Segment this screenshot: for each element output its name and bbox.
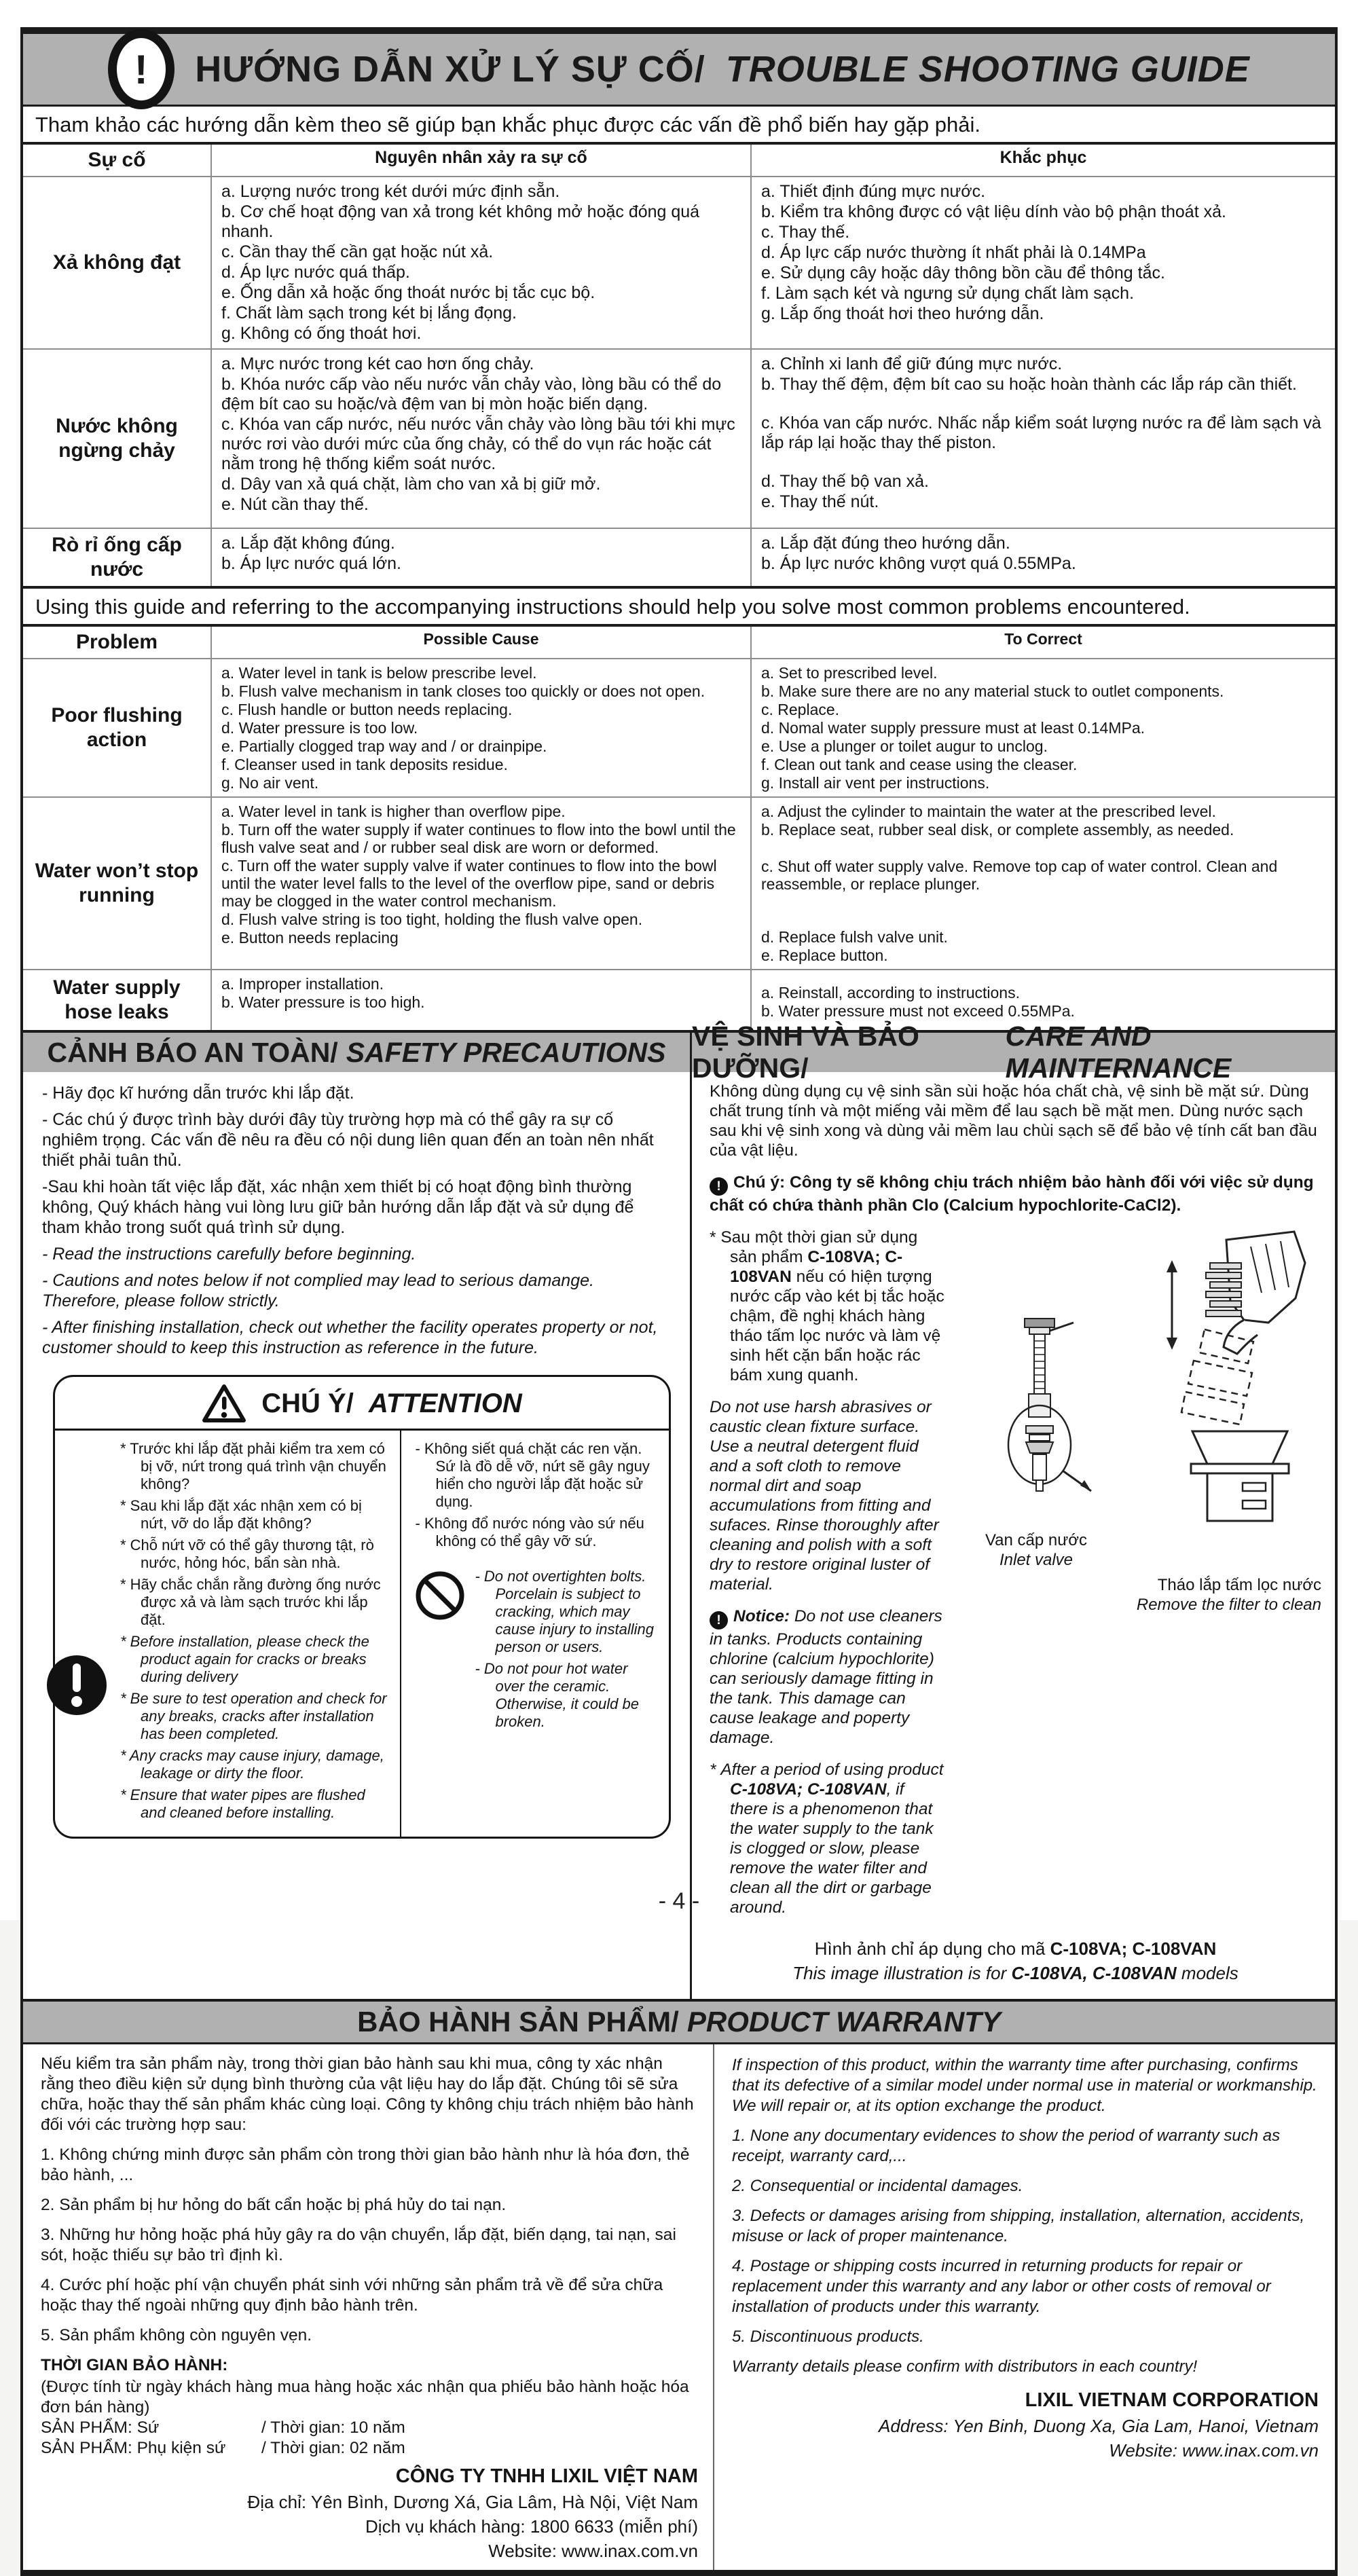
correction-line: d. Thay thế bộ van xả. xyxy=(761,472,929,491)
en-corrections-1 xyxy=(752,659,1335,796)
attention-item: * Hãy chắc chắn rằng đường ống nước được xả và làm sạch trước khi lắp đặt. xyxy=(120,1576,381,1628)
care-note-vn xyxy=(710,1173,1321,1215)
care-notice-en xyxy=(710,1606,946,1748)
correction-line: c. Shut off water supply valve. Remove top cap of water control. Clean and reassemble, or replace plunger. xyxy=(761,858,1278,893)
warranty-title-en: PRODUCT WARRANTY xyxy=(686,2006,1001,2038)
attention-item: - Không đổ nước nóng vào sứ nếu không có thể gây vỡ sứ. xyxy=(415,1515,644,1549)
en-col-cause: Possible Cause xyxy=(212,627,752,658)
care-note-vn-text: Chú ý: Công ty sẽ không chịu trách nhiệm bảo hành đối với việc sử dụng chất có chứa thành phần Clo (Calcium hypochlorite-CaCl2). xyxy=(710,1173,1314,1215)
warranty-product-line xyxy=(41,2438,698,2459)
care-star-vn-model: C-108VA; C-108VAN xyxy=(730,1248,903,1286)
cause-line: a. Lượng nước trong két dưới mức định sẵn. xyxy=(221,182,560,201)
care-text-column xyxy=(710,1228,946,1930)
vn-corrections-1 xyxy=(752,177,1335,348)
safety-column xyxy=(23,1033,690,1999)
product-duration: / Thời gian: 02 năm xyxy=(261,2439,405,2457)
attention-body xyxy=(55,1431,669,1837)
attention-item: - Do not pour hot water over the ceramic. Otherwise, it could be broken. xyxy=(475,1660,639,1730)
warranty-item: 1. Không chứng minh được sản phẩm còn trong thời gian bảo hành như là hóa đơn, thẻ bảo hành, ... xyxy=(41,2146,690,2184)
en-table-header-row xyxy=(23,627,1335,658)
model-note-vn-models: C-108VA; C-108VAN xyxy=(1050,1938,1217,1959)
vn-causes-1 xyxy=(212,177,752,348)
en-causes-2 xyxy=(212,798,752,969)
en-corrections-2 xyxy=(752,798,1335,969)
notice-dot-icon: ! xyxy=(710,1177,728,1196)
table-row xyxy=(23,658,1335,796)
care-body xyxy=(692,1072,1335,1999)
warranty-vn-column xyxy=(23,2044,713,2570)
cause-line: d. Water pressure is too low. xyxy=(221,719,418,737)
prohibition-row xyxy=(415,1568,658,1735)
attention-item: - Không siết quá chặt các ren vặn. Sứ là đồ dễ vỡ, nứt sẽ gây nguy hiển cho người lắp đặt hoặc sử dụng. xyxy=(415,1440,650,1510)
correction-line: d. Áp lực cấp nước thường ít nhất phải là 0.14MPa xyxy=(761,243,1146,262)
cause-line: b. Khóa nước cấp vào nếu nước vẫn chảy vào, lòng bầu có thể do đệm bít cao su hoặc/và đệm van bị mòn hoặc biến dạng. xyxy=(221,375,722,413)
cause-line: b. Water pressure is too high. xyxy=(221,993,425,1011)
safety-item: - Cautions and notes below if not complied may lead to serious damange. Therefore, please follow strictly. xyxy=(42,1271,594,1310)
warranty-product-line xyxy=(41,2418,698,2438)
model-note-en-prefix: This image illustration is for xyxy=(792,1963,1012,1983)
safety-item: - Read the instructions carefully before beginning. xyxy=(42,1245,416,1264)
vn-problem-1: Xả không đạt xyxy=(23,177,212,348)
correction-line: g. Lắp ống thoát hơi theo hướng dẫn. xyxy=(761,304,1044,323)
correction-line: b. Replace seat, rubber seal disk, or complete assembly, as needed. xyxy=(761,821,1234,839)
care-star-vn: * Sau một thời gian sử dụng sản phẩm C-108VA; C-108VAN nếu có hiện tượng nước cấp vào két bị tắc hoặc chậm, đề nghị khách hàng tháo tấm lọc nước và làm vệ sinh hết cặn bẩn hoặc rác bám xung quanh. xyxy=(710,1228,944,1384)
cause-line: e. Ống dẫn xả hoặc ống thoát nước bị tắc cục bộ. xyxy=(221,283,595,302)
en-problem-2: Water won’t stop running xyxy=(23,798,212,969)
inlet-caption-vn: Van cấp nước xyxy=(985,1531,1088,1549)
correction-line: a. Reinstall, according to instructions. xyxy=(761,984,1020,1001)
vn-problem-3: Rò rỉ ống cấp nước xyxy=(23,529,212,586)
company-name: CÔNG TY TNHH LIXIL VIỆT NAM xyxy=(395,2465,698,2487)
care-title-en: CARE AND MAINTERNANCE xyxy=(1005,1020,1232,1084)
correction-line: b. Make sure there are no any material stuck to outlet components. xyxy=(761,682,1224,700)
warranty-en-intro: If inspection of this product, within the warranty time after purchasing, confirms that its defective of a similar model under normal use in material or workmanship. We will repair or, at its option exchange the product. xyxy=(732,2056,1317,2115)
safety-item: - Các chú ý được trình bày dưới đây tùy trường hợp mà có thể gây ra sự cố nghiêm trọng. Các vấn đề nêu ra đều có nội dung liên quan đến an toàn nên nhất thiết phải tuân thủ. xyxy=(42,1110,654,1170)
inlet-valve-caption xyxy=(951,1530,1121,1570)
vn-corrections-3 xyxy=(752,529,1335,586)
cause-line: a. Water level in tank is higher than overflow pipe. xyxy=(221,803,566,820)
attention-box xyxy=(53,1375,671,1839)
warranty-title-bar xyxy=(23,2002,1335,2042)
cause-line: e. Button needs replacing xyxy=(221,929,399,946)
product-duration: / Thời gian: 10 năm xyxy=(261,2418,405,2437)
attention-item: * Be sure to test operation and check for any breaks, cracks after installation has been completed. xyxy=(120,1690,387,1742)
cause-line: a. Improper installation. xyxy=(221,975,384,993)
en-causes-1 xyxy=(212,659,752,796)
notice-dot-icon: ! xyxy=(710,1611,728,1630)
correction-line: c. Replace. xyxy=(761,701,840,718)
prohibition-items xyxy=(475,1568,658,1735)
care-notice-text: Do not use cleaners in tanks. Products containing chlorine (calcium hypochlorite) can seriously damage fitting in the tank. This damage can cause leakage and poperty damage. xyxy=(710,1607,942,1747)
cause-line: a. Lắp đặt không đúng. xyxy=(221,534,395,553)
care-paragraph-vn: Không dùng dụng cụ vệ sinh sần sùi hoặc hóa chất chà, vệ sinh bề mặt sứ. Dùng chất trung tính và một miếng vải mềm để lau sạch bề mặt men. Dùng nước sạch sau khi vệ sinh xong và dùng vải mềm lau chùi sạch sẽ để bảo vệ tính cất ban đầu của vật liệu. xyxy=(710,1082,1317,1160)
vn-corrections-2 xyxy=(752,350,1335,528)
safety-item: - Hãy đọc kĩ hướng dẫn trước khi lắp đặt. xyxy=(42,1084,354,1103)
company-website: Website: www.inax.com.vn xyxy=(488,2541,698,2561)
vn-col-problem: Sự cố xyxy=(23,145,212,176)
cause-line: a. Water level in tank is below prescribe level. xyxy=(221,664,537,682)
warranty-item: 2. Consequential or incidental damages. xyxy=(732,2177,1023,2195)
filter-caption-vn: Tháo lắp tấm lọc nước xyxy=(1157,1576,1321,1594)
warranty-en-column xyxy=(713,2044,1335,2570)
intro-vn: Tham khảo các hướng dẫn kèm theo sẽ giúp bạn khắc phục được các vấn đề phổ biến hay gặp phải. xyxy=(23,105,1335,145)
warranty-item: 3. Defects or damages arising from shipping, installation, alternation, accidents, misuse or lack of proper maintenance. xyxy=(732,2207,1305,2245)
correction-line: f. Clean out tank and cease using the cleaser. xyxy=(761,756,1078,773)
care-star-en-prefix: After a period of using product xyxy=(720,1761,944,1779)
cause-line: b. Flush valve mechanism in tank closes too quickly or does not open. xyxy=(221,682,705,700)
cause-line: d. Dây van xả quá chặt, làm cho van xả bị giữ mở. xyxy=(221,475,601,494)
warranty-section xyxy=(23,1999,1335,2570)
warranty-columns xyxy=(23,2042,1335,2570)
correction-line: a. Lắp đặt đúng theo hướng dẫn. xyxy=(761,534,1010,553)
correction-line: e. Use a plunger or toilet augur to unclog. xyxy=(761,737,1048,755)
warranty-item: 5. Sản phẩm không còn nguyên vẹn. xyxy=(41,2326,312,2344)
care-star-vn-suffix: nếu có hiện tượng nước cấp vào két bị tắc hoặc chậm, đề nghị khách hàng tháo tấm lọc nước và làm vệ sinh hết cặn bẩn hoặc rác bám xung quanh. xyxy=(730,1268,944,1384)
en-problem-1: Poor flushing action xyxy=(23,659,212,796)
care-title-vn: VỆ SINH VÀ BẢO DƯỠNG/ xyxy=(692,1020,919,1084)
cause-line: c. Cần thay thế cần gạt hoặc nút xả. xyxy=(221,242,494,261)
cause-line: b. Cơ chế hoạt động van xả trong két không mở hoặc đóng quá nhanh. xyxy=(221,202,700,241)
warranty-item: 4. Postage or shipping costs incurred in returning products for repair or replacement under this warranty and any labor or other costs of removal or installation of products under this warranty. xyxy=(732,2257,1271,2316)
cause-line: g. No air vent. xyxy=(221,774,319,792)
correction-line: a. Set to prescribed level. xyxy=(761,664,938,682)
safety-care-section xyxy=(23,1020,1335,1999)
page-title-bar xyxy=(23,34,1335,105)
correction-line: a. Thiết định đúng mực nước. xyxy=(761,182,986,201)
vn-table-header-row xyxy=(23,145,1335,176)
correction-line: b. Water pressure must not exceed 0.55MPa. xyxy=(761,1002,1075,1020)
page-title-vn: HƯỚNG DẪN XỬ LÝ SỰ CỐ/ xyxy=(195,49,705,90)
warranty-item: 4. Cước phí hoặc phí vận chuyển phát sinh với những sản phẩm trả về để sửa chữa hoặc thay thế ngoài những quy định bảo hành trên. xyxy=(41,2276,663,2315)
company-phone: Dịch vụ khách hàng: 1800 6633 (miễn phí) xyxy=(365,2516,698,2537)
inlet-caption-en: Inlet valve xyxy=(999,1551,1073,1569)
company-block-vn xyxy=(41,2463,698,2563)
cause-line: c. Turn off the water supply valve if water continues to flow into the bowl until the water level falls to the level of the overflow pipe, sand or debris may be clogged in the water control mechanism. xyxy=(221,857,717,910)
company-website: Website: www.inax.com.vn xyxy=(1109,2440,1319,2461)
attention-item: * Trước khi lắp đặt phải kiểm tra xem có bị vỡ, nứt trong quá trình vận chuyển không? xyxy=(120,1440,386,1492)
care-star-vn-prefix: Sau một thời gian sử dụng sản phẩm xyxy=(720,1228,918,1266)
warranty-item: 5. Discontinuous products. xyxy=(732,2327,924,2346)
correction-line: b. Thay thế đệm, đệm bít cao su hoặc hoàn thành các lắp ráp cần thiết. xyxy=(761,375,1297,394)
en-col-problem: Problem xyxy=(23,627,212,658)
warranty-title-vn: BẢO HÀNH SẢN PHẨM/ xyxy=(357,2006,679,2038)
prohibition-icon xyxy=(415,1570,465,1621)
correction-line: c. Thay thế. xyxy=(761,223,850,242)
warranty-item: 2. Sản phẩm bị hư hỏng do bất cẩn hoặc bị phá hủy do tai nạn. xyxy=(41,2196,507,2214)
model-note xyxy=(710,1936,1321,1985)
model-note-en-models: C-108VA, C-108VAN xyxy=(1011,1963,1177,1983)
attention-title xyxy=(55,1377,669,1431)
product-label: SẢN PHẨM: Sứ xyxy=(41,2418,160,2437)
care-title-bar xyxy=(692,1020,1335,1084)
vn-col-cause: Nguyên nhân xảy ra sự cố xyxy=(212,145,752,176)
care-star-en-suffix: , if there is a phenomenon that the water supply to the tank is clogged or slow, please remove the water filter and clean all the dirt or garbage around. xyxy=(730,1780,934,1917)
warranty-time-title: THỜI GIAN BẢO HÀNH: xyxy=(41,2356,228,2374)
correction-line: a. Adjust the cylinder to maintain the water at the prescribed level. xyxy=(761,803,1216,820)
company-block-en xyxy=(732,2387,1319,2463)
correction-line: f. Làm sạch két và ngưng sử dụng chất làm sạch. xyxy=(761,284,1135,303)
warning-triangle-icon xyxy=(202,1384,246,1423)
correction-line: e. Thay thế nút. xyxy=(761,492,879,511)
care-star-en: * After a period of using product C-108VA; C-108VAN, if there is a phenomenon that the water supply to the tank is clogged or slow, please remove the water filter and clean all the dirt or garbage around. xyxy=(710,1761,944,1917)
cause-line: c. Khóa van cấp nước, nếu nước vẫn chảy vào lòng bầu tới khi mực nước rơi vào dưới mức của ống chảy, có thể do vụn rác hoặc cát nằm trong hệ thống kiểm soát nước. xyxy=(221,415,735,473)
care-illustrations xyxy=(951,1228,1321,1628)
attention-title-en: ATTENTION xyxy=(368,1388,522,1418)
en-trouble-table xyxy=(23,627,1335,1030)
correction-line: d. Nomal water supply pressure must at least 0.14MPa. xyxy=(761,719,1145,737)
alert-oval-icon: ! xyxy=(108,29,175,109)
cause-line: e. Nút cần thay thế. xyxy=(221,495,369,514)
cause-line: g. Không có ống thoát hơi. xyxy=(221,324,422,343)
care-star-en-model: C-108VA; C-108VAN xyxy=(730,1780,887,1799)
correction-line: g. Install air vent per instructions. xyxy=(761,774,990,792)
safety-item: - After finishing installation, check out whether the facility operates property or not, customer should to keep this instruction as reference in the future. xyxy=(42,1318,658,1357)
en-problem-3: Water supply hose leaks xyxy=(23,970,212,1030)
safety-title-vn: CẢNH BÁO AN TOÀN/ xyxy=(47,1036,338,1068)
correction-line: b. Kiểm tra không được có vật liệu dính vào bộ phận thoát xả. xyxy=(761,202,1226,221)
table-row xyxy=(23,176,1335,348)
cause-line: c. Flush handle or button needs replacing. xyxy=(221,701,513,718)
warranty-en-note: Warranty details please confirm with distributors in each country! xyxy=(732,2357,1198,2376)
attention-item: * Sau khi lắp đặt xác nhận xem có bị nứt, vỡ do lắp đặt không? xyxy=(120,1497,362,1532)
cause-line: d. Áp lực nước quá thấp. xyxy=(221,263,410,282)
cause-line: b. Áp lực nước quá lớn. xyxy=(221,554,401,573)
care-paragraph-en: Do not use harsh abrasives or caustic clean fixture surface. Use a neutral detergent fluid and a soft cloth to remove normal dirt and soap accumulations from fitting and sufaces. Rinse thoroughly after cleaning and polish with a soft dry to restore original luster of material. xyxy=(710,1398,939,1594)
cause-line: a. Mực nước trong két cao hơn ống chảy. xyxy=(221,354,534,373)
attention-item: * Ensure that water pipes are flushed and cleaned before installing. xyxy=(120,1786,365,1821)
cause-line: e. Partially clogged trap way and / or drainpipe. xyxy=(221,737,547,755)
troubleshooting-section xyxy=(20,27,1338,2576)
company-address: Address: Yen Binh, Duong Xa, Gia Lam, Hanoi, Vietnam xyxy=(879,2416,1319,2436)
vn-col-correct: Khắc phục xyxy=(999,148,1087,167)
correction-line: a. Chỉnh xi lanh để giữ đúng mực nước. xyxy=(761,354,1063,373)
care-column xyxy=(690,1020,1335,1999)
warranty-vn-intro: Nếu kiểm tra sản phẩm này, trong thời gian bảo hành sau khi mua, công ty xác nhận rằng theo điều kiện sử dụng bình thường của vật liệu hay do lắp đặt. Chúng tôi sẽ sửa chữa, hoặc thay thế sản phẩm khác cùng loại. Công ty không chịu trách nhiệm bảo hành đối với các trường hợp sau: xyxy=(41,2055,694,2134)
vn-problem-2: Nước không ngừng chảy xyxy=(23,350,212,528)
correction-line: c. Khóa van cấp nước. Nhấc nắp kiểm soát lượng nước ra để làm sạch và lắp ráp lại hoặc thay thế piston. xyxy=(761,413,1321,452)
safety-body xyxy=(23,1072,690,1368)
vn-causes-2 xyxy=(212,350,752,528)
care-notice-label: Notice: xyxy=(733,1607,790,1625)
attention-item: * Chỗ nứt vỡ có thể gây thương tật, rò nước, hỏng hóc, bẩn sàn nhà. xyxy=(120,1537,374,1571)
warranty-item: 1. None any documentary evidences to show the period of warranty such as receipt, warranty card,... xyxy=(732,2127,1281,2165)
inlet-valve-illustration xyxy=(972,1316,1101,1526)
table-row xyxy=(23,796,1335,969)
table-row xyxy=(23,348,1335,528)
model-note-vn-prefix: Hình ảnh chỉ áp dụng cho mã xyxy=(814,1938,1050,1959)
filter-cleaning-illustration xyxy=(1090,1228,1315,1526)
vn-trouble-table xyxy=(23,145,1335,586)
model-note-en xyxy=(710,1961,1321,1985)
cause-line: f. Cleanser used in tank deposits residue. xyxy=(221,756,508,773)
table-row xyxy=(23,528,1335,586)
vn-causes-3 xyxy=(212,529,752,586)
cause-line: f. Chất làm sạch trong két bị lắng đọng. xyxy=(221,303,517,323)
cause-line: d. Flush valve string is too tight, holding the flush valve open. xyxy=(221,910,643,928)
attention-item: * Any cracks may cause injury, damage, leakage or dirty the floor. xyxy=(120,1747,384,1782)
attention-title-vn: CHÚ Ý/ xyxy=(261,1388,354,1418)
model-note-vn xyxy=(710,1936,1321,1961)
care-flex-region xyxy=(710,1228,1321,1930)
company-address: Địa chỉ: Yên Bình, Dương Xá, Gia Lâm, Hà Nội, Việt Nam xyxy=(247,2492,698,2512)
warranty-item: 3. Những hư hỏng hoặc phá hủy gây ra do vận chuyển, lắp đặt, biến dạng, tai nạn, sai sót, hoặc thiếu sự bảo trì định kì. xyxy=(41,2226,676,2264)
safety-title-bar xyxy=(23,1033,690,1072)
intro-en: Using this guide and referring to the accompanying instructions should help you solve most common problems encountered. xyxy=(23,586,1335,627)
filter-caption xyxy=(1118,1575,1321,1615)
correction-line: d. Replace fulsh valve unit. xyxy=(761,928,948,946)
model-note-en-suffix: models xyxy=(1176,1963,1238,1983)
safety-item: -Sau khi hoàn tất việc lắp đặt, xác nhận xem thiết bị có hoạt động bình thường không, Quý khách hàng vui lòng lưu giữ bản hướng dẫn lắp đặt và sử dụng để tham khảo trong suốt quá trình sử dụng. xyxy=(42,1177,634,1237)
attention-item: - Do not overtighten bolts. Porcelain is subject to cracking, which may cause injury to installing person or users. xyxy=(475,1568,655,1655)
attention-right-column xyxy=(401,1431,669,1837)
en-causes-3 xyxy=(212,970,752,1030)
attention-item: * Before installation, please check the product again for cracks or breaks during delivery xyxy=(120,1633,369,1685)
filter-caption-en: Remove the filter to clean xyxy=(1136,1596,1321,1614)
page-number: - 4 - xyxy=(658,1888,700,1914)
en-col-correct: To Correct xyxy=(1004,630,1082,648)
warranty-time-note: (Được tính từ ngày khách hàng mua hàng hoặc xác nhận qua phiếu bảo hành hoặc hóa đơn bán hàng) xyxy=(41,2378,689,2416)
page-title-en: TROUBLE SHOOTING GUIDE xyxy=(725,49,1250,90)
safety-title-en: SAFETY PRECAUTIONS xyxy=(346,1036,666,1068)
cause-line: b. Turn off the water supply if water continues to flow into the bowl until the flush valve seat and / or rubber seal disk are worn or deformed. xyxy=(221,821,736,856)
correction-line: e. Sử dụng cây hoặc dây thông bồn cầu để thông tắc. xyxy=(761,263,1165,282)
company-name: LIXIL VIETNAM CORPORATION xyxy=(1025,2389,1319,2411)
product-label: SẢN PHẨM: Phụ kiện sứ xyxy=(41,2439,226,2457)
correction-line: b. Áp lực nước không vượt quá 0.55MPa. xyxy=(761,554,1076,573)
attention-left-column xyxy=(55,1431,401,1837)
mandatory-icon xyxy=(45,1654,108,1716)
correction-line: e. Replace button. xyxy=(761,946,888,964)
